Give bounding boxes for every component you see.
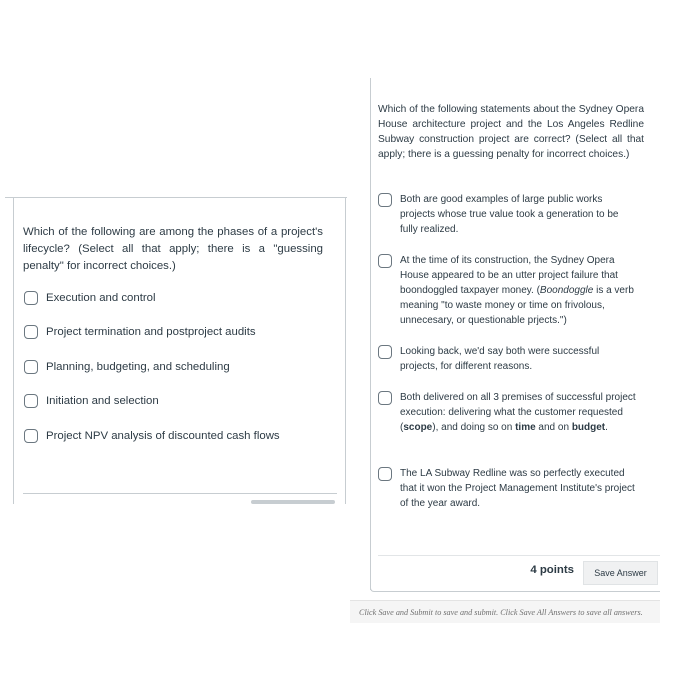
right-option-label bbox=[400, 390, 636, 435]
option-text: At the time of its construction, the Sydney Opera House appeared to be an utter project failure that boondoggled taxpayer money. ( bbox=[400, 255, 618, 296]
points-label: 4 points bbox=[530, 564, 574, 576]
right-question-panel bbox=[350, 78, 660, 623]
right-option-1[interactable] bbox=[378, 192, 636, 237]
footer-instructions: Click Save and Submit to save and submit. Click Save All Answers to save all answers. bbox=[350, 600, 660, 623]
left-option-5[interactable] bbox=[24, 427, 280, 444]
left-option-label: Project NPV analysis of discounted cash flows bbox=[46, 429, 280, 442]
right-option-label: The LA Subway Redline was so perfectly executed that it won the Project Management Institute's project of the year award. bbox=[400, 468, 635, 509]
checkbox-icon[interactable] bbox=[24, 394, 38, 408]
checkbox-icon[interactable] bbox=[24, 291, 38, 305]
option-text: is a verb meaning "to waste money or time on frivolous, unnecesary, or questionable prjects.") bbox=[400, 285, 634, 326]
left-option-2[interactable] bbox=[24, 324, 280, 341]
right-question-text: Which of the following statements about the Sydney Opera House architecture project and the Los Angeles Redline Subway construction project are correct? (Select all that apply; there is a guessing penalty for incorrect choices.) bbox=[378, 104, 644, 160]
checkbox-icon[interactable] bbox=[378, 391, 392, 405]
left-option-label: Initiation and selection bbox=[46, 395, 159, 407]
right-option-5[interactable] bbox=[378, 466, 636, 511]
option-text: . bbox=[605, 422, 608, 433]
left-option-label: Planning, budgeting, and scheduling bbox=[46, 360, 230, 373]
save-answer-button[interactable]: Save Answer bbox=[583, 561, 658, 585]
right-option-3[interactable] bbox=[378, 344, 636, 374]
option-text: and on bbox=[535, 422, 572, 433]
left-option-4[interactable] bbox=[24, 393, 280, 410]
right-option-4[interactable] bbox=[378, 390, 636, 435]
checkbox-icon[interactable] bbox=[378, 345, 392, 359]
right-divider bbox=[378, 555, 660, 556]
checkbox-icon[interactable] bbox=[378, 193, 392, 207]
right-panel-border bbox=[370, 78, 371, 590]
left-divider bbox=[23, 493, 337, 494]
right-option-label: Both are good examples of large public works projects whose true value took a generation to be fully realized. bbox=[400, 194, 619, 235]
left-question-panel bbox=[5, 197, 347, 504]
option-text-bold: scope bbox=[403, 422, 433, 433]
left-option-1[interactable] bbox=[24, 289, 280, 306]
left-options-list bbox=[24, 289, 280, 462]
option-text: Both delivered on all 3 premises of successful project execution: delivering what the customer requested ( bbox=[400, 392, 636, 433]
checkbox-icon[interactable] bbox=[378, 467, 392, 481]
option-text-italic: Boondoggle bbox=[539, 285, 594, 296]
horizontal-scrollbar[interactable] bbox=[251, 500, 335, 504]
checkbox-icon[interactable] bbox=[24, 325, 38, 339]
option-text-bold: budget bbox=[571, 422, 606, 433]
option-text-bold: time bbox=[515, 422, 536, 433]
right-option-2[interactable] bbox=[378, 253, 636, 328]
left-option-label: Project termination and postproject audits bbox=[46, 326, 256, 338]
left-option-label: Execution and control bbox=[46, 291, 156, 304]
left-option-3[interactable] bbox=[24, 358, 280, 375]
right-option-label bbox=[400, 253, 636, 328]
checkbox-icon[interactable] bbox=[24, 429, 38, 443]
left-panel-border-right bbox=[345, 198, 346, 504]
option-text: ), and doing so on bbox=[432, 422, 516, 433]
left-panel-border bbox=[13, 198, 14, 504]
checkbox-icon[interactable] bbox=[378, 254, 392, 268]
checkbox-icon[interactable] bbox=[24, 360, 38, 374]
right-option-label: Looking back, we'd say both were successful projects, for different reasons. bbox=[400, 346, 600, 372]
left-question-text: Which of the following are among the phases of a project's lifecycle? (Select all that apply; there is a "guessing penalty" for incorrect choices.) bbox=[23, 226, 323, 272]
